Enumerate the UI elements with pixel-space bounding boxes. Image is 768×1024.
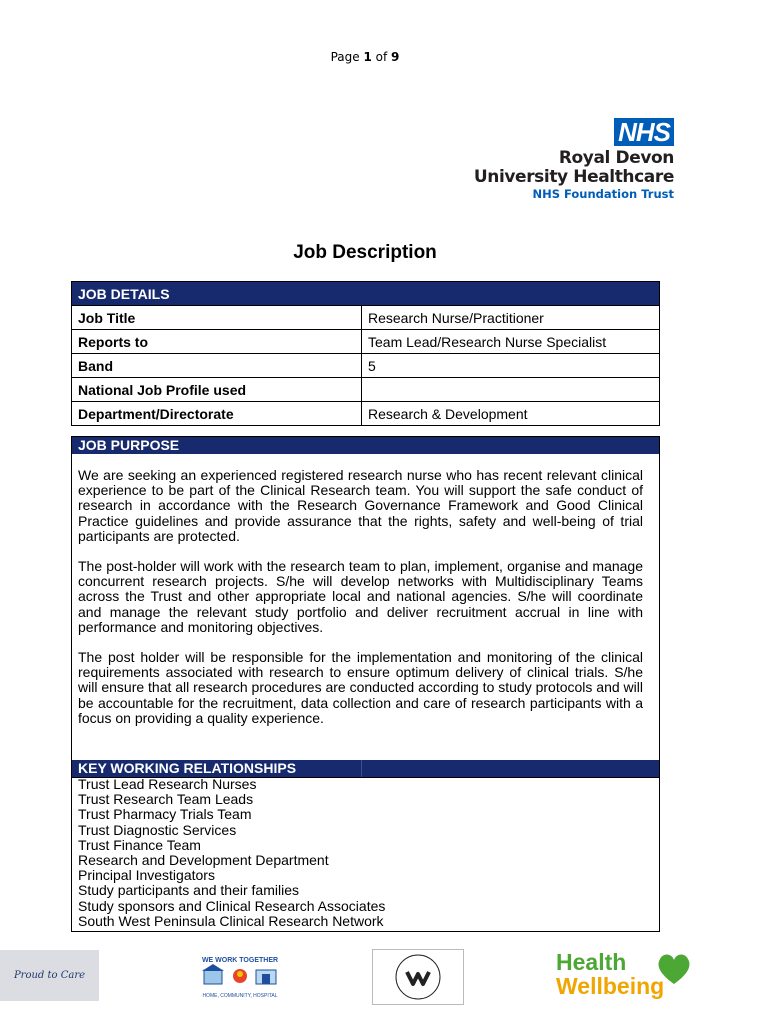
heart-icon	[656, 952, 692, 986]
table-row	[72, 330, 660, 354]
row-label: Department/Directorate	[72, 402, 362, 426]
list-item: Study participants and their families	[78, 882, 299, 899]
row-value: Research Nurse/Practitioner	[362, 306, 660, 330]
list-item: Trust Finance Team	[78, 836, 201, 853]
list-item: Trust Lead Research Nurses	[78, 776, 257, 792]
houses-icon	[196, 964, 284, 986]
table-row	[72, 378, 660, 402]
key-working-relationships-header: KEY WORKING RELATIONSHIPS	[72, 760, 659, 777]
job-details-table	[71, 281, 660, 426]
org-name-line3: NHS Foundation Trust	[532, 187, 674, 201]
proud-to-care-logo: Proud to Care	[0, 950, 99, 1001]
row-value: Team Lead/Research Nurse Specialist	[362, 330, 660, 354]
nhs-trust-logo	[474, 118, 674, 201]
row-value: 5	[362, 354, 660, 378]
we-work-together-logo: WE WORK TOGETHER HOME, COMMUNITY, HOSPITAL	[196, 957, 284, 1003]
nhs-logo-box: NHS	[614, 118, 674, 146]
purpose-paragraph: The post-holder will work with the research team to plan, implement, organise and manage concurrent research projects. S/he will develop networks with Multidisciplinary Teams across the Trust and other appropriate local and national agencies. S/he will coordinate and manage the relevant study portfolio and deliver recruitment accrual in line with performance and monitoring objectives.	[78, 558, 643, 635]
table-row	[72, 402, 660, 426]
positive-about-disabled-people-logo	[372, 949, 464, 1005]
list-item: Study sponsors and Clinical Research Associates	[78, 897, 386, 914]
org-name-line1: Royal Devon	[558, 148, 674, 168]
org-name-line2: University Healthcare	[473, 167, 674, 187]
row-value	[362, 378, 660, 402]
list-item: Trust Pharmacy Trials Team	[78, 806, 252, 823]
table-row	[72, 306, 660, 330]
purpose-paragraph: We are seeking an experienced registered research nurse who has recent relevant clinical experience to be part of the Clinical Research team. You will support the safe conduct of research in accordance with the Research Governance Framework and Good Clinical Practice guidelines and provide assurance that the rights, safety and well-being of trial participants are protected.	[78, 467, 643, 544]
list-item: Trust Diagnostic Services	[78, 821, 237, 838]
key-working-relationships-list	[78, 777, 385, 929]
health-wellbeing-logo: Health Wellbeing	[556, 950, 696, 1002]
row-label: National Job Profile used	[72, 378, 362, 402]
table-row	[72, 354, 660, 378]
list-item: Research and Development Department	[78, 852, 329, 869]
page-number: Page 1 of 9	[330, 50, 400, 64]
row-label: Reports to	[72, 330, 362, 354]
purpose-paragraph: The post holder will be responsible for the implementation and monitoring of the clinical requirements associated with research to ensure optimum delivery of clinical trials. S/he will ensure that all research procedures are conducted according to study protocols and will be accountable for the recruitment, data collection and care of research participants with a focus on providing a quality experience.	[78, 649, 643, 726]
row-value: Research & Development	[362, 402, 660, 426]
job-purpose-section	[71, 436, 660, 932]
list-item: South West Peninsula Clinical Research Network	[78, 912, 384, 929]
row-label: Job Title	[72, 306, 362, 330]
document-title: Job Description	[293, 242, 437, 263]
job-details-header: JOB DETAILS	[72, 282, 660, 306]
list-item: Trust Research Team Leads	[78, 791, 254, 808]
job-purpose-header: JOB PURPOSE	[72, 437, 659, 454]
list-item: Principal Investigators	[78, 867, 215, 884]
row-label: Band	[72, 354, 362, 378]
